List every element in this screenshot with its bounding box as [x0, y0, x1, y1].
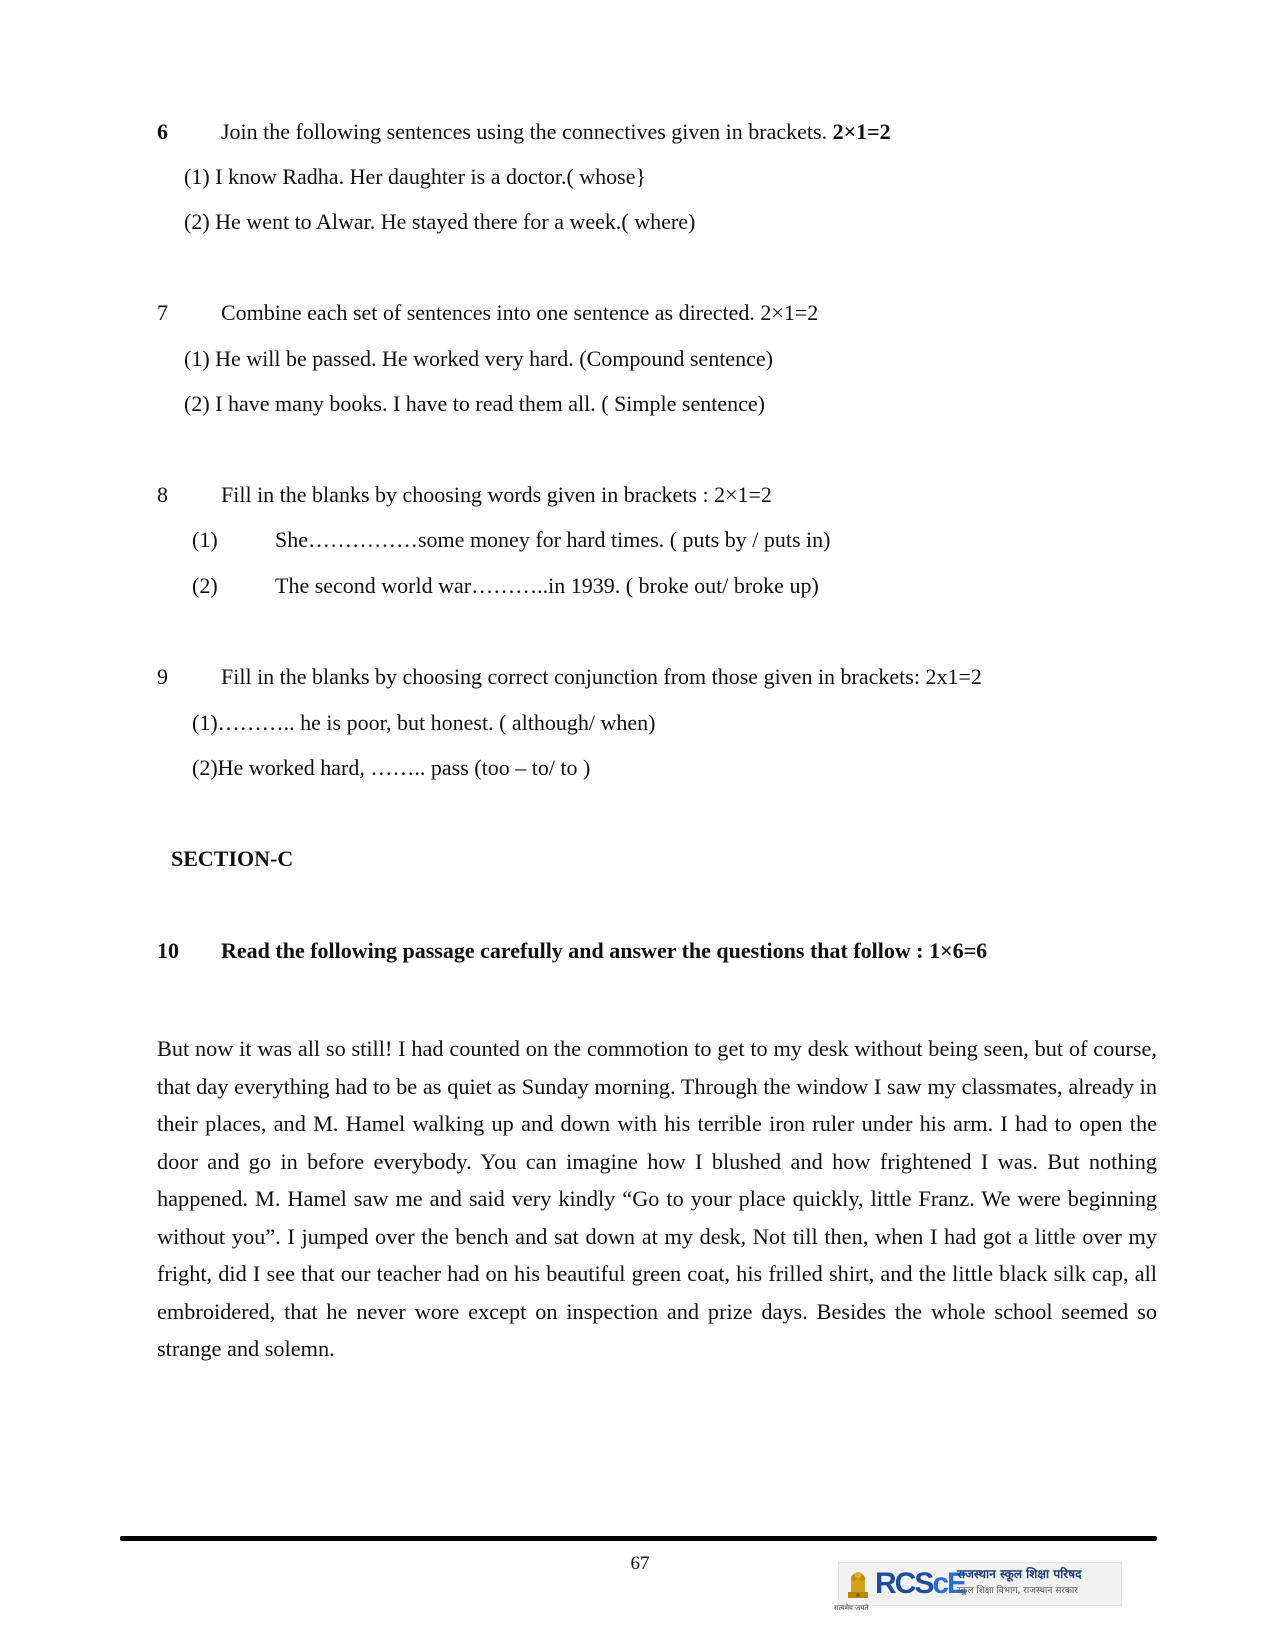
section-heading: SECTION-C: [171, 846, 294, 871]
rcsce-logo: [838, 1562, 1122, 1606]
question-9-number: 9: [157, 664, 168, 689]
question-8-item-2-text: The second world war………..in 1939. ( broke out/ broke up): [275, 573, 819, 598]
page-number: 67: [630, 1553, 650, 1574]
question-8-text: Fill in the blanks by choosing words given in brackets : 2×1=2: [221, 482, 772, 507]
question-9-item-1: (1)……….. he is poor, but honest. ( although/ when): [192, 710, 656, 735]
question-6-item-2: (2) He went to Alwar. He stayed there for a week.( where): [184, 209, 696, 234]
question-8-number: 8: [157, 482, 168, 507]
question-6-item-1: (1) I know Radha. Her daughter is a doctor.( whose}: [184, 164, 647, 189]
question-6-marks: 2×1=2: [832, 119, 891, 144]
question-7-item-1: (1) He will be passed. He worked very hard. (Compound sentence): [184, 346, 773, 371]
question-7-text: Combine each set of sentences into one sentence as directed. 2×1=2: [221, 300, 819, 325]
question-6-prompt: Join the following sentences using the connectives given in brackets.: [221, 119, 828, 144]
logo-hindi-subtitle: स्कूल शिक्षा विभाग, राजस्थान सरकार: [957, 1586, 1078, 1596]
reading-passage: But now it was all so still! I had counted on the commotion to get to my desk without being seen, but of course, that day everything had to be as quiet as Sunday morning. Through the window I saw my classmates, already in their places, and M. Hamel walking up and down with his terrible iron ruler under his arm. I had to open the door and go in before everybody. You can imagine how I blushed and how frightened I was. But nothing happened. M. Hamel saw me and said very kindly “Go to your place quickly, little Franz. We were beginning without you”. I jumped over the bench and sat down at my desk, Not till then, when I had got a little over my fright, did I see that our teacher had on his beautiful green coat, his frilled shirt, and the little black silk cap, all embroidered, that he never wore except on inspection and prize days. Besides the whole school seemed so strange and solemn.: [157, 1036, 1157, 1361]
question-8-item-1-number: (1): [192, 527, 218, 552]
question-8-item-1-text: She……………some money for hard times. ( puts by / puts in): [275, 527, 831, 552]
question-6-number: 6: [157, 119, 168, 144]
question-7-number: 7: [157, 300, 168, 325]
question-9-text: Fill in the blanks by choosing correct conjunction from those given in brackets: 2x1=2: [221, 664, 982, 689]
question-10-text: Read the following passage carefully and answer the questions that follow : 1×6=6: [221, 938, 988, 963]
ashoka-emblem-icon: [845, 1566, 871, 1602]
rcsce-logo-text: RCScE: [875, 1567, 966, 1600]
question-9-item-2: (2)He worked hard, …….. pass (too – to/ to ): [192, 755, 591, 780]
logo-hindi-title: राजस्थान स्कूल शिक्षा परिषद: [957, 1567, 1082, 1581]
question-6-text: [221, 118, 891, 146]
emblem-caption: सत्यमेव जयते: [834, 1604, 869, 1612]
question-10-number: 10: [157, 938, 179, 963]
question-8-item-2-number: (2): [192, 573, 218, 598]
footer-rule: [120, 1536, 1157, 1541]
question-7-item-2: (2) I have many books. I have to read them all. ( Simple sentence): [184, 391, 765, 416]
